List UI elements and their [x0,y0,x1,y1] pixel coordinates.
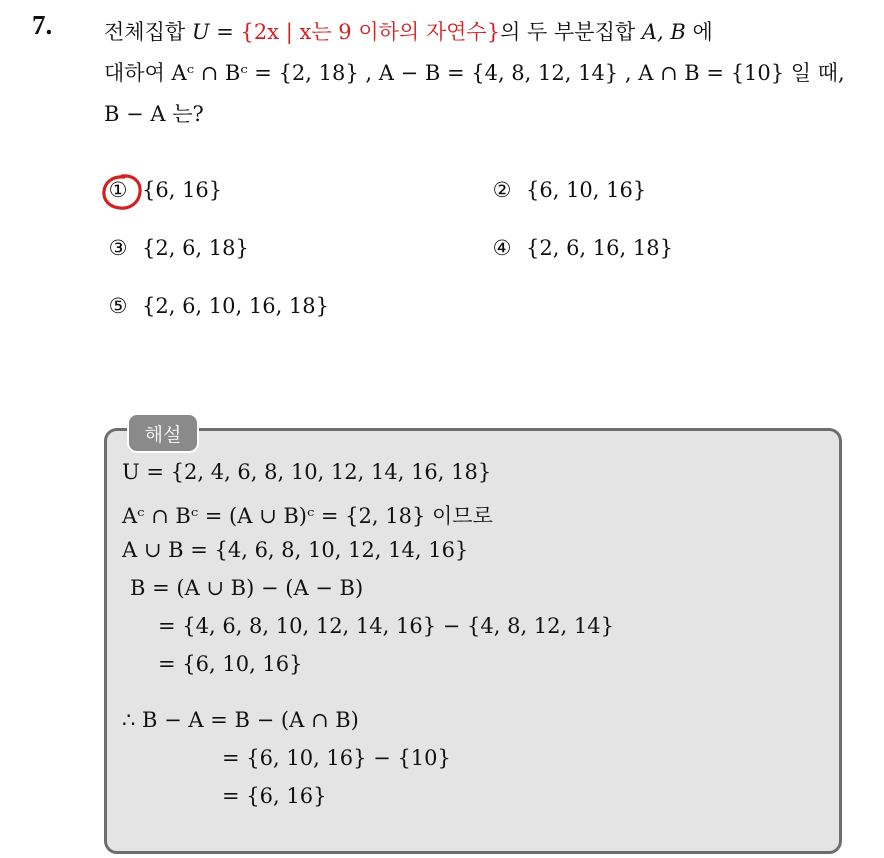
option-4-marker: ④ [492,236,512,260]
stem-universal-set: U [191,20,210,44]
solution-line-1: U = {2, 4, 6, 8, 10, 12, 14, 16, 18} [122,460,492,484]
stem-line-2: 대하여 Aᶜ ∩ Bᶜ = {2, 18} , A − B = {4, 8, 12, 14} , A ∩ B = {10} 일 때, [104,61,845,85]
solution-line-9: = {6, 16} [222,784,327,808]
stem-text-a: 전체집합 [104,20,192,44]
solution-line-5: = {4, 6, 8, 10, 12, 14, 16} − {4, 8, 12, 14} [158,614,614,638]
option-3-text: {2, 6, 18} [142,236,249,260]
solution-line-2: Aᶜ ∩ Bᶜ = (A ∪ B)ᶜ = {2, 18} 이므로 [122,504,493,528]
solution-line-4: B = (A ∪ B) − (A − B) [130,576,364,600]
option-1-text: {6, 16} [142,178,223,202]
option-5-marker: ⑤ [108,294,128,318]
option-2[interactable] [490,178,646,202]
stem-subsets: A, B [641,20,686,44]
option-4[interactable] [490,236,673,260]
option-2-text: {6, 10, 16} [526,178,647,202]
option-2-marker: ② [492,178,512,202]
solution-line-3: A ∪ B = {4, 6, 8, 10, 12, 14, 16} [122,538,469,562]
solution-tag: 해설 [127,413,199,453]
option-1-marker: ① [108,178,128,202]
solution-line-8: = {6, 10, 16} − {10} [222,746,451,770]
option-1[interactable] [106,178,222,202]
question-stem [104,12,874,135]
question-number: 7. [32,10,53,40]
option-5-text: {2, 6, 10, 16, 18} [142,294,330,318]
stem-text-c: 에 [685,20,713,44]
option-3[interactable] [106,236,249,260]
option-4-text: {2, 6, 16, 18} [526,236,673,260]
option-5[interactable] [106,294,329,318]
solution-line-7: ∴ B − A = B − (A ∩ B) [122,708,359,732]
stem-line-1 [104,12,874,53]
stem-line-3: B − A 는? [104,102,204,126]
stem-equals: = [209,20,241,44]
solution-box [104,428,842,854]
stem-set-definition: {2x | x는 9 이하의 자연수} [240,20,501,44]
solution-line-6: = {6, 10, 16} [158,652,303,676]
stem-text-b: 의 두 부분집합 [500,20,642,44]
option-3-marker: ③ [108,236,128,260]
